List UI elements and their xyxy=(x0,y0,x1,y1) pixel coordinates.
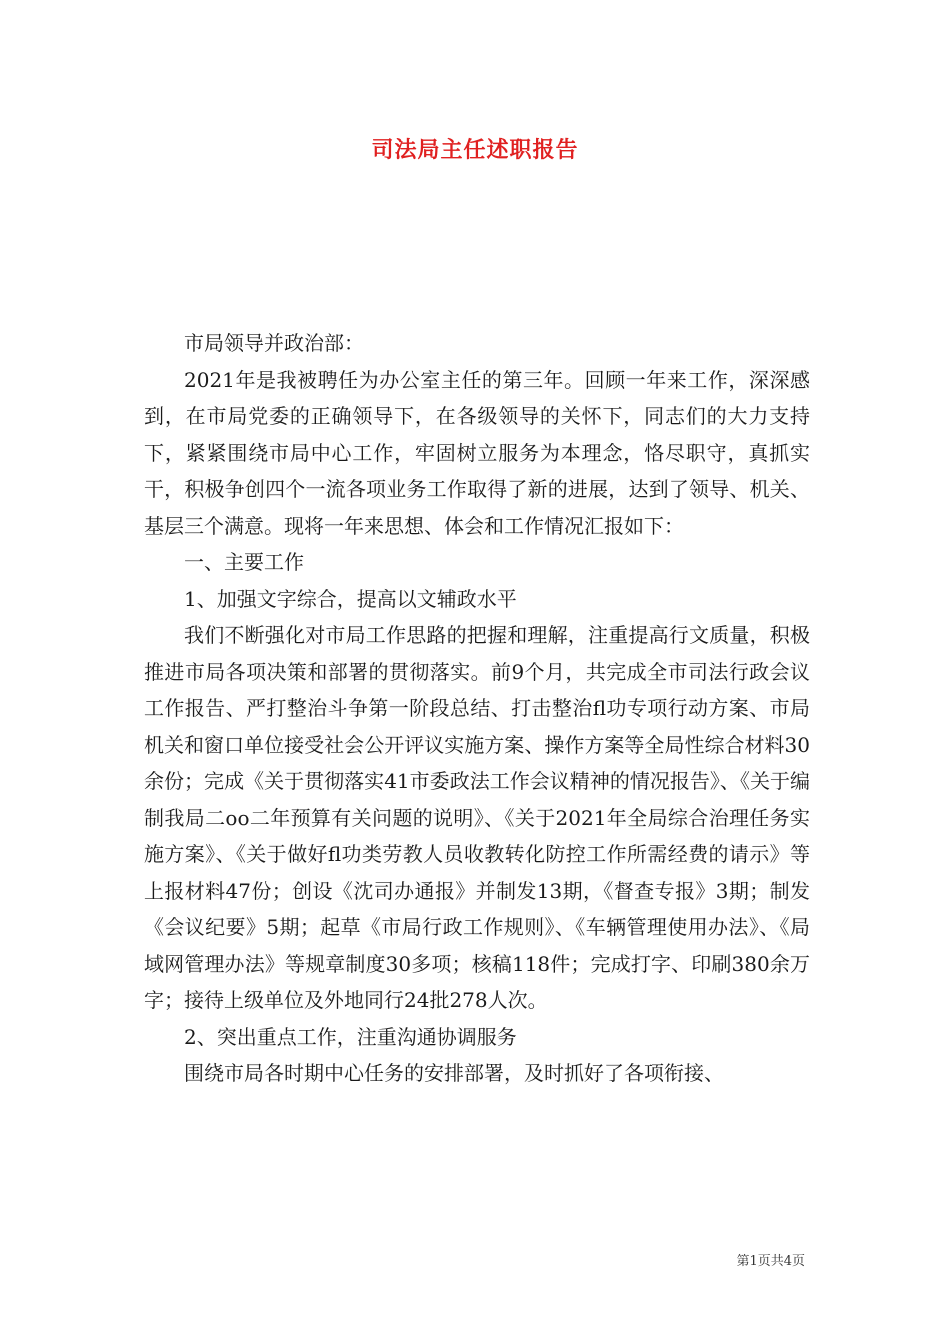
body-paragraph: 围绕市局各时期中心任务的安排部署，及时抓好了各项衔接、 xyxy=(184,1061,724,1085)
subsection-heading: 1、加强文字综合，提高以文辅政水平 xyxy=(184,586,517,611)
document-body xyxy=(144,325,810,1092)
document-title: 司法局主任述职报告 xyxy=(371,137,579,163)
salutation: 市局领导并政治部： xyxy=(184,331,364,355)
body-paragraph: 我们不断强化对市局工作思路的把握和理解，注重提高行文质量，积极推进市局各项决策和部署的贯彻落实。前9个月，共完成全市司法行政会议工作报告、严打整治斗争第一阶段总结、打击整治fl功专项行动方案、市局机关和窗口单位接受社会公开评议实施方案、操作方案等全局性综合材料30余份；完成《关于贯彻落实41市委政法工作会议精神的情况报告》、《关于编制我局二oo二年预算有关问题的说明》、《关于2021年全局综合治理任务实施方案》、《关于做好fl功类劳教人员收教转化防控工作所需经费的请示》等上报材料47份；创设《沈司办通报》并制发13期，《督查专报》3期；制发《会议纪要》5期；起草《市局行政工作规则》、《车辆管理使用办法》、《局域网管理办法》等规章制度30多项；核稿118件；完成打字、印刷380余万字；接待上级单位及外地同行24批278人次。 xyxy=(144,623,810,1012)
intro-paragraph: 2021年是我被聘任为办公室主任的第三年。回顾一年来工作，深深感到，在市局党委的正确领导下，在各级领导的关怀下，同志们的大力支持下，紧紧围绕市局中心工作，牢固树立服务为本理念，恪尽职守，真抓实干，积极争创四个一流各项业务工作取得了新的进展，达到了领导、机关、基层三个满意。现将一年来思想、体会和工作情况汇报如下： xyxy=(144,367,810,538)
page-indicator: 第1页共4页 xyxy=(736,1254,805,1269)
section-heading: 一、主要工作 xyxy=(184,550,304,574)
subsection-heading: 2、突出重点工作，注重沟通协调服务 xyxy=(184,1024,517,1049)
